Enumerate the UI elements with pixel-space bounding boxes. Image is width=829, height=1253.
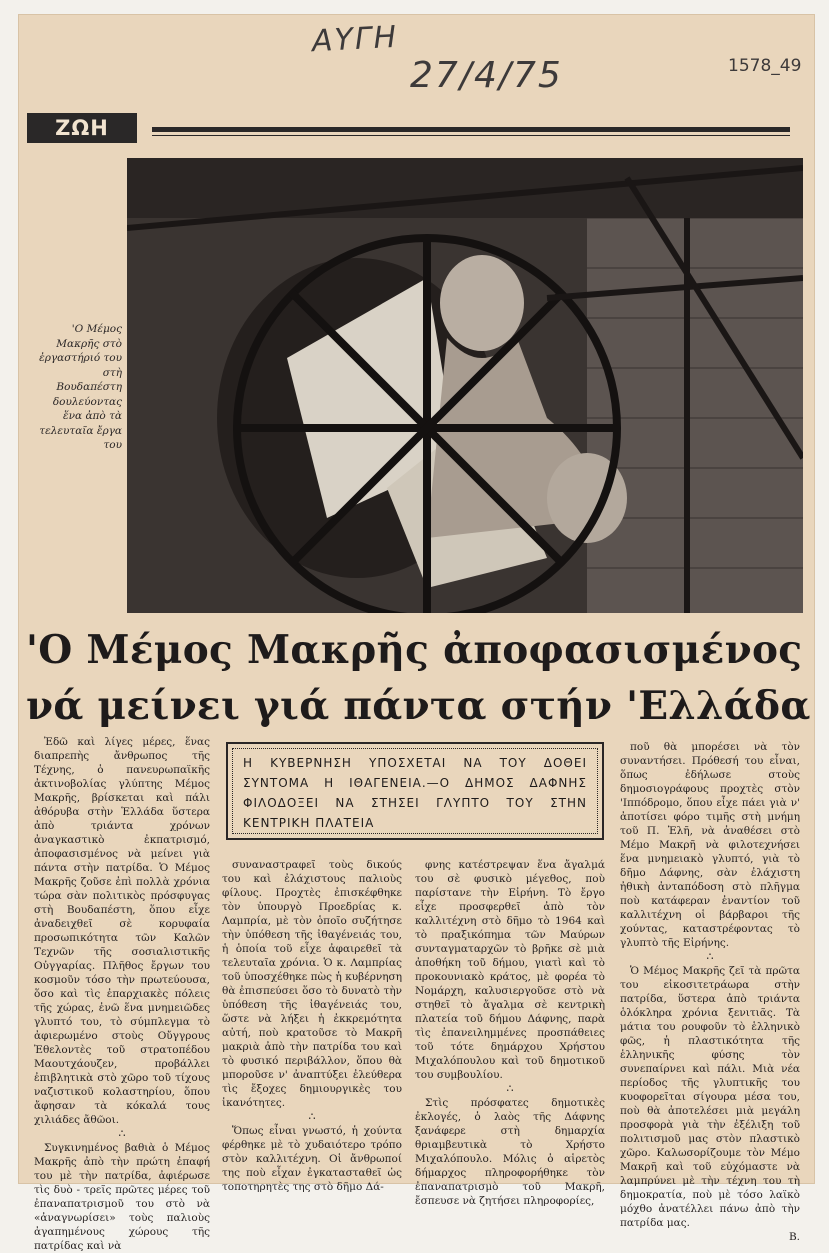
- article-photo: [127, 158, 803, 613]
- handwritten-newspaper-name: ΑΥΓΗ: [311, 19, 399, 60]
- column-3: [415, 858, 605, 1208]
- header-rule-thin: [152, 135, 790, 136]
- headline-line-2: νά μείνει γιά πάντα στήν 'Ελλάδα: [26, 683, 811, 729]
- paragraph: Ὁ Μέμος Μακρῆς ζεῖ τὰ πρῶτα του εἰκοσιτετράωρα στὴν πατρίδα, ὕστερα ἀπὸ τριάντα ὁλόκληρα χρόνια ξενιτιᾶς. Τὰ μάτια του ρουφοῦν τὸ ἑλληνικὸ φῶς, ἡ πλαστικότητα τῆς ἑλληνικῆς φύσης τὸν συνεπαίρνει καὶ πάλι. Μιὰ νέα περίοδος τῆς γλυπτικῆς του κυοφορεῖται σίγουρα μέσα του, ποὺ θὰ ἀποτελέσει μιὰ μεγάλη προσφορὰ γιὰ τὴν ἐξέλιξη τοῦ πολιτισμοῦ μας στὸν πλαστικὸ χῶρο. Καλωσορίζουμε τὸν Μέμο Μακρῆ καὶ τοῦ εὐχόμαστε νὰ λαμπρύνει μὲ τὴν τέχνη του τὴ δημοκρατία, ποὺ μὲ τόσο λαϊκὸ μόχθο ἀνατέλλει πάνω ἀπὸ τὴν πατρίδα μας.: [620, 965, 800, 1229]
- subheadline-box: [226, 742, 604, 840]
- separator: ∴: [118, 1127, 126, 1140]
- author-signature: Β.: [788, 1231, 800, 1243]
- column-4: [620, 740, 800, 1244]
- sculptor-workshop-image: [127, 158, 803, 613]
- section-label: ΖΩΗ: [27, 113, 137, 143]
- paragraph: Συγκινημένος βαθιὰ ὁ Μέμος Μακρῆς ἀπὸ τὴν πρώτη ἐπαφή του μὲ τὴν πατρίδα, ἀφιέρωσε τὶς δυὸ - τρεῖς πρῶτες μέρες τοῦ ἐπαναπατρισμοῦ του στὸ νὰ «ἀναγνωρίσει» τοὺς παλιοὺς ἀγαπημένους χώρους τῆς πατρίδας καὶ νὰ: [34, 1142, 210, 1252]
- paragraph: Ὅπως εἶναι γνωστό, ἡ χούντα φέρθηκε μὲ τὸ χυδαιότερο τρόπο στὸν καλλιτέχνη. Οἱ ἄνθρωποί της ποὺ εἶχαν ἐγκατασταθεῖ ὡς τοποτηρητὲς της στὸ δῆμο Δά-: [222, 1125, 402, 1193]
- paragraph: ποῦ θὰ μπορέσει νὰ τὸν συναντήσει. Πρόθεσή του εἶναι, ὅπως ἐδήλωσε στοὺς δημοσιογράφους προχτὲς στὸν 'Ιππόδρομο, ὅπου εἶχε πάει γιὰ ν' ἀποτίσει φόρο τιμῆς στὴ μνήμη τοῦ Π. Ἑλῆ, νὰ ἀναθέσει στὸ Μέμο Μακρῆ νὰ φιλοτεχνήσει ἕνα μνημειακὸ γλυπτό, γιὰ τὸ δῆμο Δάφνης, σὰν ἐλάχιστη ἠθικὴ ἀνταπόδοση στὸ πλῆγμα ποὺ κατάφεραν ἐναντίον τοῦ καλλιτέχνη οἱ βάρβαροι τῆς χούντας, καταστρέφοντας τὸ γλυπτὸ τῆς Εἰρήνης.: [620, 741, 800, 949]
- column-2: [222, 858, 402, 1194]
- paragraph: φνης κατέστρεψαν ἕνα ἄγαλμά του σὲ φυσικὸ μέγεθος, ποὺ παρίστανε τὴν Εἰρήνη. Τὸ ἔργο εἶχε προσφερθεῖ ἀπὸ τὸν καλλιτέχνη στὸ δῆμο τὸ 1964 καὶ τὸ πραξικόπημα τῶν Μαύρων συνταγματαρχῶν τὸ βρῆκε σὲ μιὰ ἀποθήκη τοῦ δήμου, γιατὶ καὶ τὸ προκουνιακὸ κράτος, μὲ φορέα τὸ Νομάρχη, καλυσιεργοῦσε στὸ νὰ στηθεῖ τὸ ἄγαλμα σὲ κεντρικὴ πλατεία τοῦ δήμου Δάφνης, παρὰ τὶς ἐπανειλημμένες προσπάθειες τοῦ τότε δημάρχου Χρήστου Μιχαλόπουλου καὶ τοῦ δημοτικοῦ του συμβουλίου.: [415, 859, 605, 1081]
- handwritten-reference: 1578_49: [728, 56, 802, 76]
- headline-line-1: 'Ο Μέμος Μακρῆς ἀποφασισμένος: [26, 627, 803, 673]
- column-1: [34, 735, 210, 1253]
- handwritten-date: 27/4/75: [410, 55, 563, 96]
- headline: [26, 622, 811, 734]
- paragraph: Ἐδῶ καὶ λίγες μέρες, ἕνας διαπρεπὴς ἄνθρωπος τῆς Τέχνης, ὁ πανευρωπαϊκῆς ἀκτινοβολίας γλύπτης Μέμος Μακρῆς, βρίσκεται καὶ πάλι ἀθόρυβα στὴν Ἑλλάδα ὕστερα ἀπὸ τριάντα χρόνων ἀναγκαστικὸ ἐκπατρισμό, ἀποφασισμένος νὰ μείνει γιὰ πάντα στὴν πατρίδα. Ὁ Μέμος Μακρῆς ζοῦσε ἐπὶ πολλὰ χρόνια τώρα σὰν πολιτικὸς πρόσφυγας στὴ Βουδαπέστη, ὅπου εἶχε ἀναδειχθεῖ σὲ κορυφαία προσωπικότητα τῶν Καλῶν Τεχνῶν τῆς σοσιαλιστικῆς Οὐγγαρίας. Πλῆθος ἔργων του κοσμοῦν τόσο τὴν πρωτεύουσα, ὅσο καὶ τὶς ἐπαρχιακὲς πόλεις τῆς χώρας, ἐνῶ ἕνα μνημειῶδες γλυπτό του, τὸ σύμπλεγμα τὸ ἀφιερωμένο στοὺς Οὔγγρους Ἐθελοντὲς τοῦ στρατοπέδου Μαουτχάουζεν, προβάλλει ἐπιβλητικὰ στὸ χῶρο τοῦ τίχους ναζιστικοῦ κολαστηρίου, ὅπου ἄφησαν τὰ κόκαλά τους χιλιάδες ἄθῶοι.: [34, 736, 210, 1126]
- photo-caption: 'Ο Μέμος Μακρῆς στὸ ἐργαστήριό του στὴ Βουδαπέστη δουλεύοντας ἕνα ἀπὸ τὰ τελευταῖα ἔργα του: [39, 323, 122, 451]
- header-rule: [152, 127, 790, 132]
- subheadline-text: Η ΚΥΒΕΡΝΗΣΗ ΥΠΟΣΧΕΤΑΙ ΝΑ ΤΟΥ ΔΟΘΕΙ ΣΥΝΤΟΜΑ Η ΙΘΑΓΕΝΕΙΑ.—Ο ΔΗΜΟΣ ΔΑΦΝΗΣ ΦΙΛΟΔΟΞΕΙ ΝΑ ΣΤΗΣΕΙ ΓΛΥΠΤΟ ΤΟΥ ΣΤΗΝ ΚΕΝΤΡΙΚΗ ΠΛΑΤΕΙΑ: [232, 748, 598, 834]
- paragraph: Στὶς πρόσφατες δημοτικὲς ἐκλογές, ὁ λαὸς τῆς Δάφνης ξανάφερε στὴ δημαρχία θριαμβευτικὰ τὸ Χρήστο Μιχαλόπουλο. Μόλις ὁ αἱρετὸς δήμαρχος πληροφορήθηκε τὸν ἐπαναπατρισμὸ τοῦ Μακρῆ, ἔσπευσε νὰ ζητήσει πληροφορίες,: [415, 1097, 605, 1207]
- paragraph: συναναστραφεῖ τοὺς δικούς του καὶ ἐλάχιστους παλιοὺς φίλους. Προχτὲς ἐπισκέφθηκε τὸν ὑπουργὸ Προεδρίας κ. Λαμπρία, μὲ τὸν ὁποῖο συζήτησε τὴν ὑπόθεση τῆς ἰθαγένειάς του, ἡ ὁποία τοῦ εἶχε ἀφαιρεθεῖ τὰ τελευταῖα χρόνια. Ὁ κ. Λαμπρίας τοῦ ὑποσχέθηκε πὼς ἡ κυβέρνηση θὰ ἐπισπεύσει ὅσο τὸ δυνατὸ τὴν ὑπόθεση τῆς ἰθαγένειάς του, ὥστε νὰ λήξει ἡ ἐκκρεμότητα αὐτή, ποὺ κρατοῦσε τὸ Μακρῆ μακριὰ ἀπὸ τὴν πατρίδα του καὶ τὸ φυσικό περιβάλλον, ὅπου θὰ μποροῦσε ν' ἀναπτύξει ἐλεύθερα τὶς ἔξοχες δημιουργικὲς του ἱκανότητες.: [222, 859, 402, 1109]
- separator: ∴: [506, 1082, 514, 1095]
- separator: ∴: [308, 1110, 316, 1123]
- separator: ∴: [706, 950, 714, 963]
